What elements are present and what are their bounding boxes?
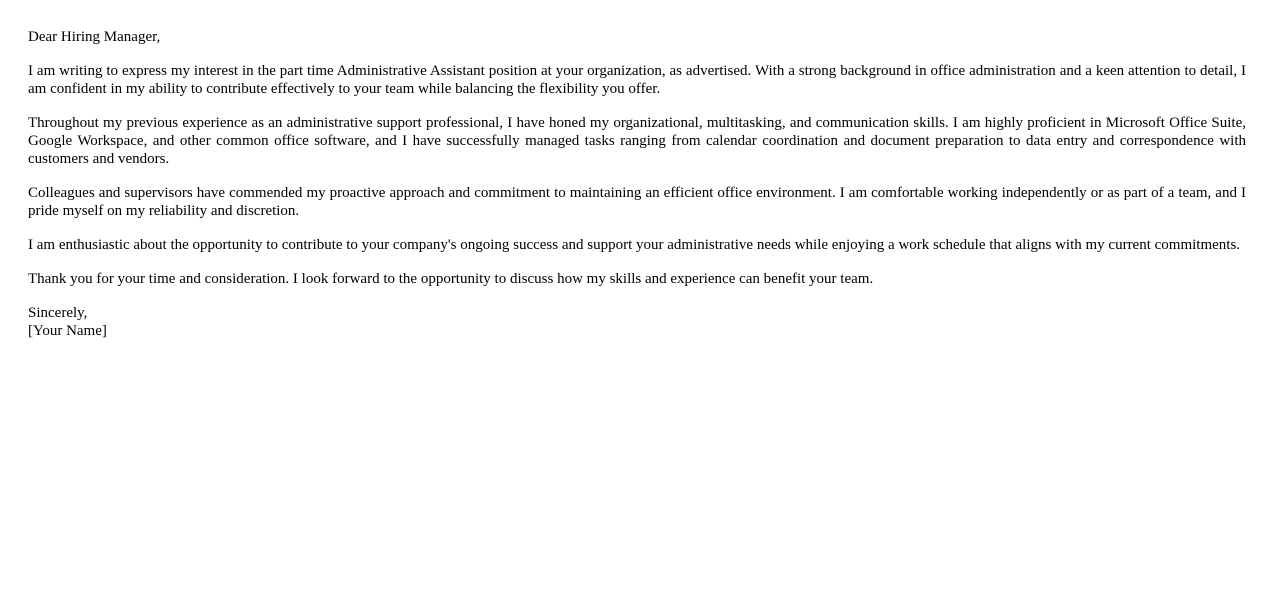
paragraph-experience: Throughout my previous experience as an administrative support professional, I have honed my organizational, multitasking, and communication skills. I am highly proficient in Microsoft Office Suite, Google Workspace, and other common office software, and I have successfully managed tasks ranging from calendar coordination and document preparation to data entry and correspondence with customers and vendors. <box>28 115 1246 167</box>
closing-block <box>28 304 1246 340</box>
paragraph-enthusiasm: I am enthusiastic about the opportunity to contribute to your company's ongoing success and support your administrative needs while enjoying a work schedule that aligns with my current commitments. <box>28 237 1241 253</box>
paragraph-thanks: Thank you for your time and consideration. I look forward to the opportunity to discuss how my skills and experience can benefit your team. <box>28 271 874 287</box>
paragraph-interest: I am writing to express my interest in the part time Administrative Assistant position at your organization, as advertised. With a strong background in office administration and a keen attention to detail, I am confident in my ability to contribute effectively to your team while balancing the flexibility you offer. <box>28 63 1246 97</box>
paragraph-colleagues: Colleagues and supervisors have commended my proactive approach and commitment to maintaining an efficient office environment. I am comfortable working independently or as part of a team, and I pride myself on my reliability and discretion. <box>28 185 1246 219</box>
cover-letter <box>28 28 1246 340</box>
salutation: Dear Hiring Manager, <box>28 29 161 45</box>
signature-name: [Your Name] <box>28 323 107 339</box>
closing-text: Sincerely, <box>28 305 88 321</box>
